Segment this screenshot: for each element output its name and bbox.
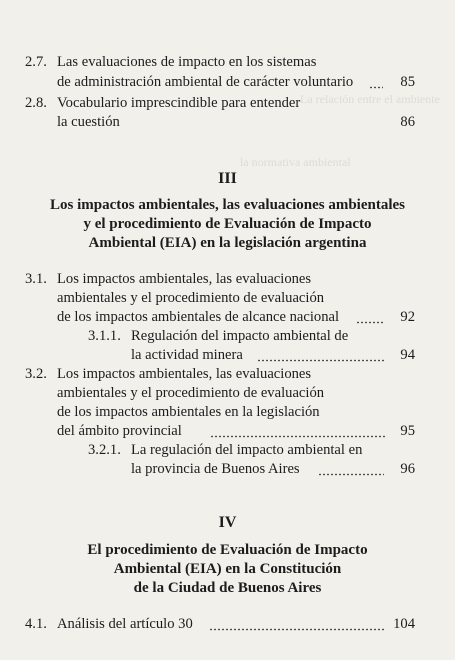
entry-number: 3.1.: [25, 271, 47, 287]
page-number: 94: [400, 347, 415, 363]
entry-title-line: de los impactos ambientales de alcance nacional: [57, 309, 340, 325]
entry-title-line: Vocabulario imprescindible para entender: [57, 95, 301, 111]
entry-title-line: de los impactos ambientales en la legislación: [57, 404, 320, 420]
entry-title-line: Regulación del impacto ambiental de: [131, 328, 349, 344]
entry-title-line: Análisis del artículo 30: [57, 616, 193, 632]
bleed-through-text: la normativa ambiental: [240, 155, 351, 169]
entry-number: 4.1.: [25, 616, 47, 632]
chapter-title-line: El procedimiento de Evaluación de Impacto: [87, 542, 368, 558]
chapter-roman-numeral: IV: [218, 514, 237, 531]
chapter-title-line: de la Ciudad de Buenos Aires: [133, 580, 322, 596]
entry-number: 2.8.: [25, 95, 47, 111]
page-number: 95: [400, 423, 415, 439]
entry-title-line: Las evaluaciones de impacto en los sistemas: [57, 54, 317, 70]
chapter-title-line: Los impactos ambientales, las evaluaciones ambientales: [50, 197, 405, 213]
chapter-title-line: y el procedimiento de Evaluación de Impacto: [83, 216, 372, 232]
entry-title-line: la actividad minera: [131, 347, 243, 363]
page-number: 92: [400, 309, 415, 325]
chapter-roman-numeral: III: [218, 170, 237, 187]
chapter-title-line: Ambiental (EIA) en la legislación argentina: [88, 235, 367, 251]
entry-number: 3.2.: [25, 366, 47, 382]
entry-title-line: Los impactos ambientales, las evaluaciones: [57, 271, 312, 287]
entry-title-line: ambientales y el procedimiento de evaluación: [57, 290, 325, 306]
entry-number: 3.2.1.: [88, 442, 121, 458]
entry-title-line: del ámbito provincial: [57, 423, 182, 439]
chapter-title-line: Ambiental (EIA) en la Constitución: [113, 561, 342, 577]
page-number: 104: [393, 616, 415, 632]
page-number: 96: [400, 461, 415, 477]
page-number: 85: [400, 74, 415, 90]
entry-title-line: Los impactos ambientales, las evaluaciones: [57, 366, 312, 382]
entry-title-line: de administración ambiental de carácter voluntario: [57, 74, 354, 90]
entry-title-line: ambientales y el procedimiento de evaluación: [57, 385, 325, 401]
entry-title-line: La regulación del impacto ambiental en: [131, 442, 363, 458]
entry-number: 2.7.: [25, 54, 47, 70]
bleed-through-text: La relación entre el ambiente: [300, 92, 440, 106]
dot-leader: [210, 435, 385, 438]
page-number: 86: [400, 114, 415, 130]
dot-leader: [209, 628, 385, 631]
entry-title-line: la provincia de Buenos Aires: [131, 461, 300, 477]
entry-number: 3.1.1.: [88, 328, 121, 344]
entry-title-line: la cuestión: [57, 114, 120, 130]
